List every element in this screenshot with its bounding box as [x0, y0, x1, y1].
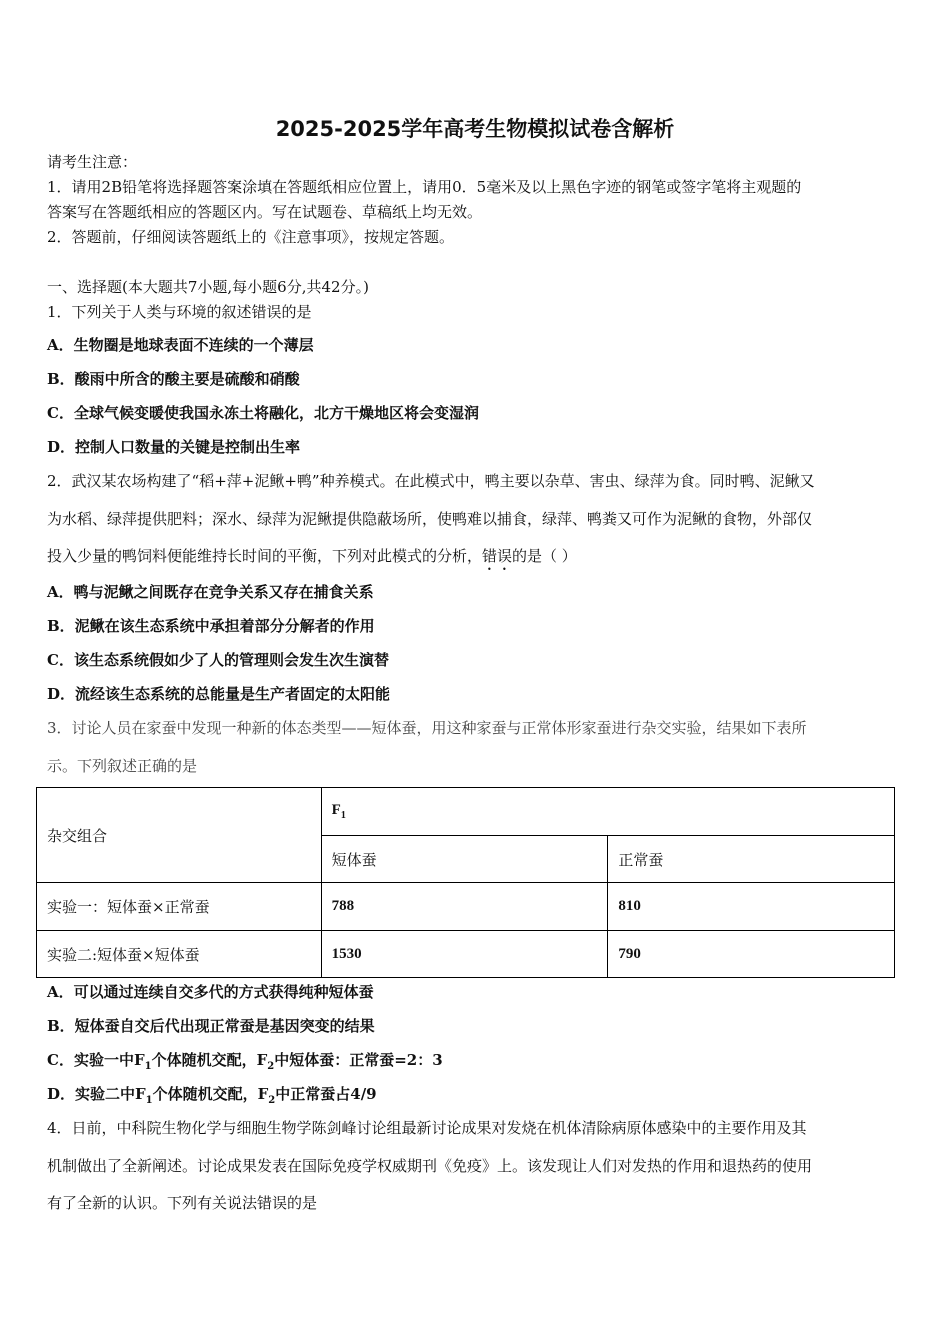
cell-normal-count: 810: [608, 883, 895, 931]
notice-item-1-line-1: 1．请用2B铅笔将选择题答案涂填在答题纸相应位置上，请用0．5毫米及以上黑色字迹的钢笔或签字笔将主观题的: [47, 178, 802, 196]
cell-combination: 实验一：短体蚕×正常蚕: [37, 883, 322, 931]
q2-option-a: A．鸭与泥鳅之间既存在竞争关系又存在捕食关系: [47, 583, 374, 601]
q3-option-a: A．可以通过连续自交多代的方式获得纯种短体蚕: [47, 983, 374, 1001]
q2-option-b: B．泥鳅在该生态系统中承担着部分分解者的作用: [47, 617, 375, 635]
q3-option-d: D．实验二中$F_1$个体随机交配，$F_2$中正常蚕占4/9: [47, 1085, 377, 1106]
table-row: [37, 931, 895, 978]
q4-stem-line-2: 机制做出了全新阐述。讨论成果发表在国际免疫学权威期刊《免疫》上。该发现让人们对发热的作用和退热药的使用: [47, 1157, 813, 1175]
notice-heading: 请考生注意：: [47, 153, 138, 171]
q1-option-b: B．酸雨中所含的酸主要是硫酸和硝酸: [47, 370, 300, 388]
q3-stem-line-1: 3．讨论人员在家蚕中发现一种新的体态类型——短体蚕，用这种家蚕与正常体形家蚕进行杂交实验，结果如下表所: [47, 719, 807, 737]
q1-option-a: A．生物圈是地球表面不连续的一个薄层: [47, 336, 314, 354]
q2-option-c: C．该生态系统假如少了人的管理则会发生次生演替: [47, 651, 389, 669]
q2-stem-line-1: 2．武汉某农场构建了“稻+萍+泥鳅+鸭”种养模式。在此模式中，鸭主要以杂草、害虫、绿萍为食。同时鸭、泥鳅又: [47, 472, 815, 490]
page-title: 2025-2025学年高考生物模拟试卷含解析: [275, 117, 675, 141]
table-row: [37, 883, 895, 931]
emphasis-mark: 错误: [482, 547, 513, 565]
q4-stem-line-1: 4．日前，中科院生物化学与细胞生物学陈剑峰讨论组最新讨论成果对发烧在机体清除病原体感染中的主要作用及其: [47, 1119, 807, 1137]
q1-stem: 1．下列关于人类与环境的叙述错误的是: [47, 303, 312, 321]
q3-stem-line-2: 示。下列叙述正确的是: [47, 757, 198, 775]
header-normal: 正常蚕: [608, 836, 895, 883]
cell-short-count: 1530: [321, 931, 608, 978]
notice-item-2: 2．答题前，仔细阅读答题纸上的《注意事项》，按规定答题。: [47, 228, 455, 246]
q1-option-c: C．全球气候变暖使我国永冻土将融化，北方干燥地区将会变湿润: [47, 404, 479, 422]
q1-option-d: D．控制人口数量的关键是控制出生率: [47, 438, 301, 456]
q4-stem-line-3: 有了全新的认识。下列有关说法错误的是: [47, 1194, 318, 1212]
header-f1: $F_1$: [321, 788, 894, 836]
cell-combination: 实验二:短体蚕×短体蚕: [37, 931, 322, 978]
q2-stem-line-2: 为水稻、绿萍提供肥料；深水、绿萍为泥鳅提供隐蔽场所，使鸭难以捕食，绿萍、鸭粪又可作为泥鳅的食物，外部仅: [47, 510, 813, 528]
notice-item-1-line-2: 答案写在答题纸相应的答题区内。写在试题卷、草稿纸上均无效。: [47, 203, 483, 221]
q2-option-d: D．流经该生态系统的总能量是生产者固定的太阳能: [47, 685, 391, 703]
cell-normal-count: 790: [608, 931, 895, 978]
cell-short-count: 788: [321, 883, 608, 931]
q3-option-b: B．短体蚕自交后代出现正常蚕是基因突变的结果: [47, 1017, 375, 1035]
header-cross-combination: 杂交组合: [37, 788, 322, 883]
q3-option-c: C．实验一中$F_1$个体随机交配，$F_2$中短体蚕：正常蚕=2：3: [47, 1051, 443, 1072]
header-short-body: 短体蚕: [321, 836, 608, 883]
section-heading: 一、选择题(本大题共7小题,每小题6分,共42分。): [47, 278, 369, 296]
cross-results-table: [36, 787, 895, 978]
q2-stem-line-3: 投入少量的鸭饲料便能维持长时间的平衡，下列对此模式的分析，错误的是（ ）: [47, 547, 577, 565]
